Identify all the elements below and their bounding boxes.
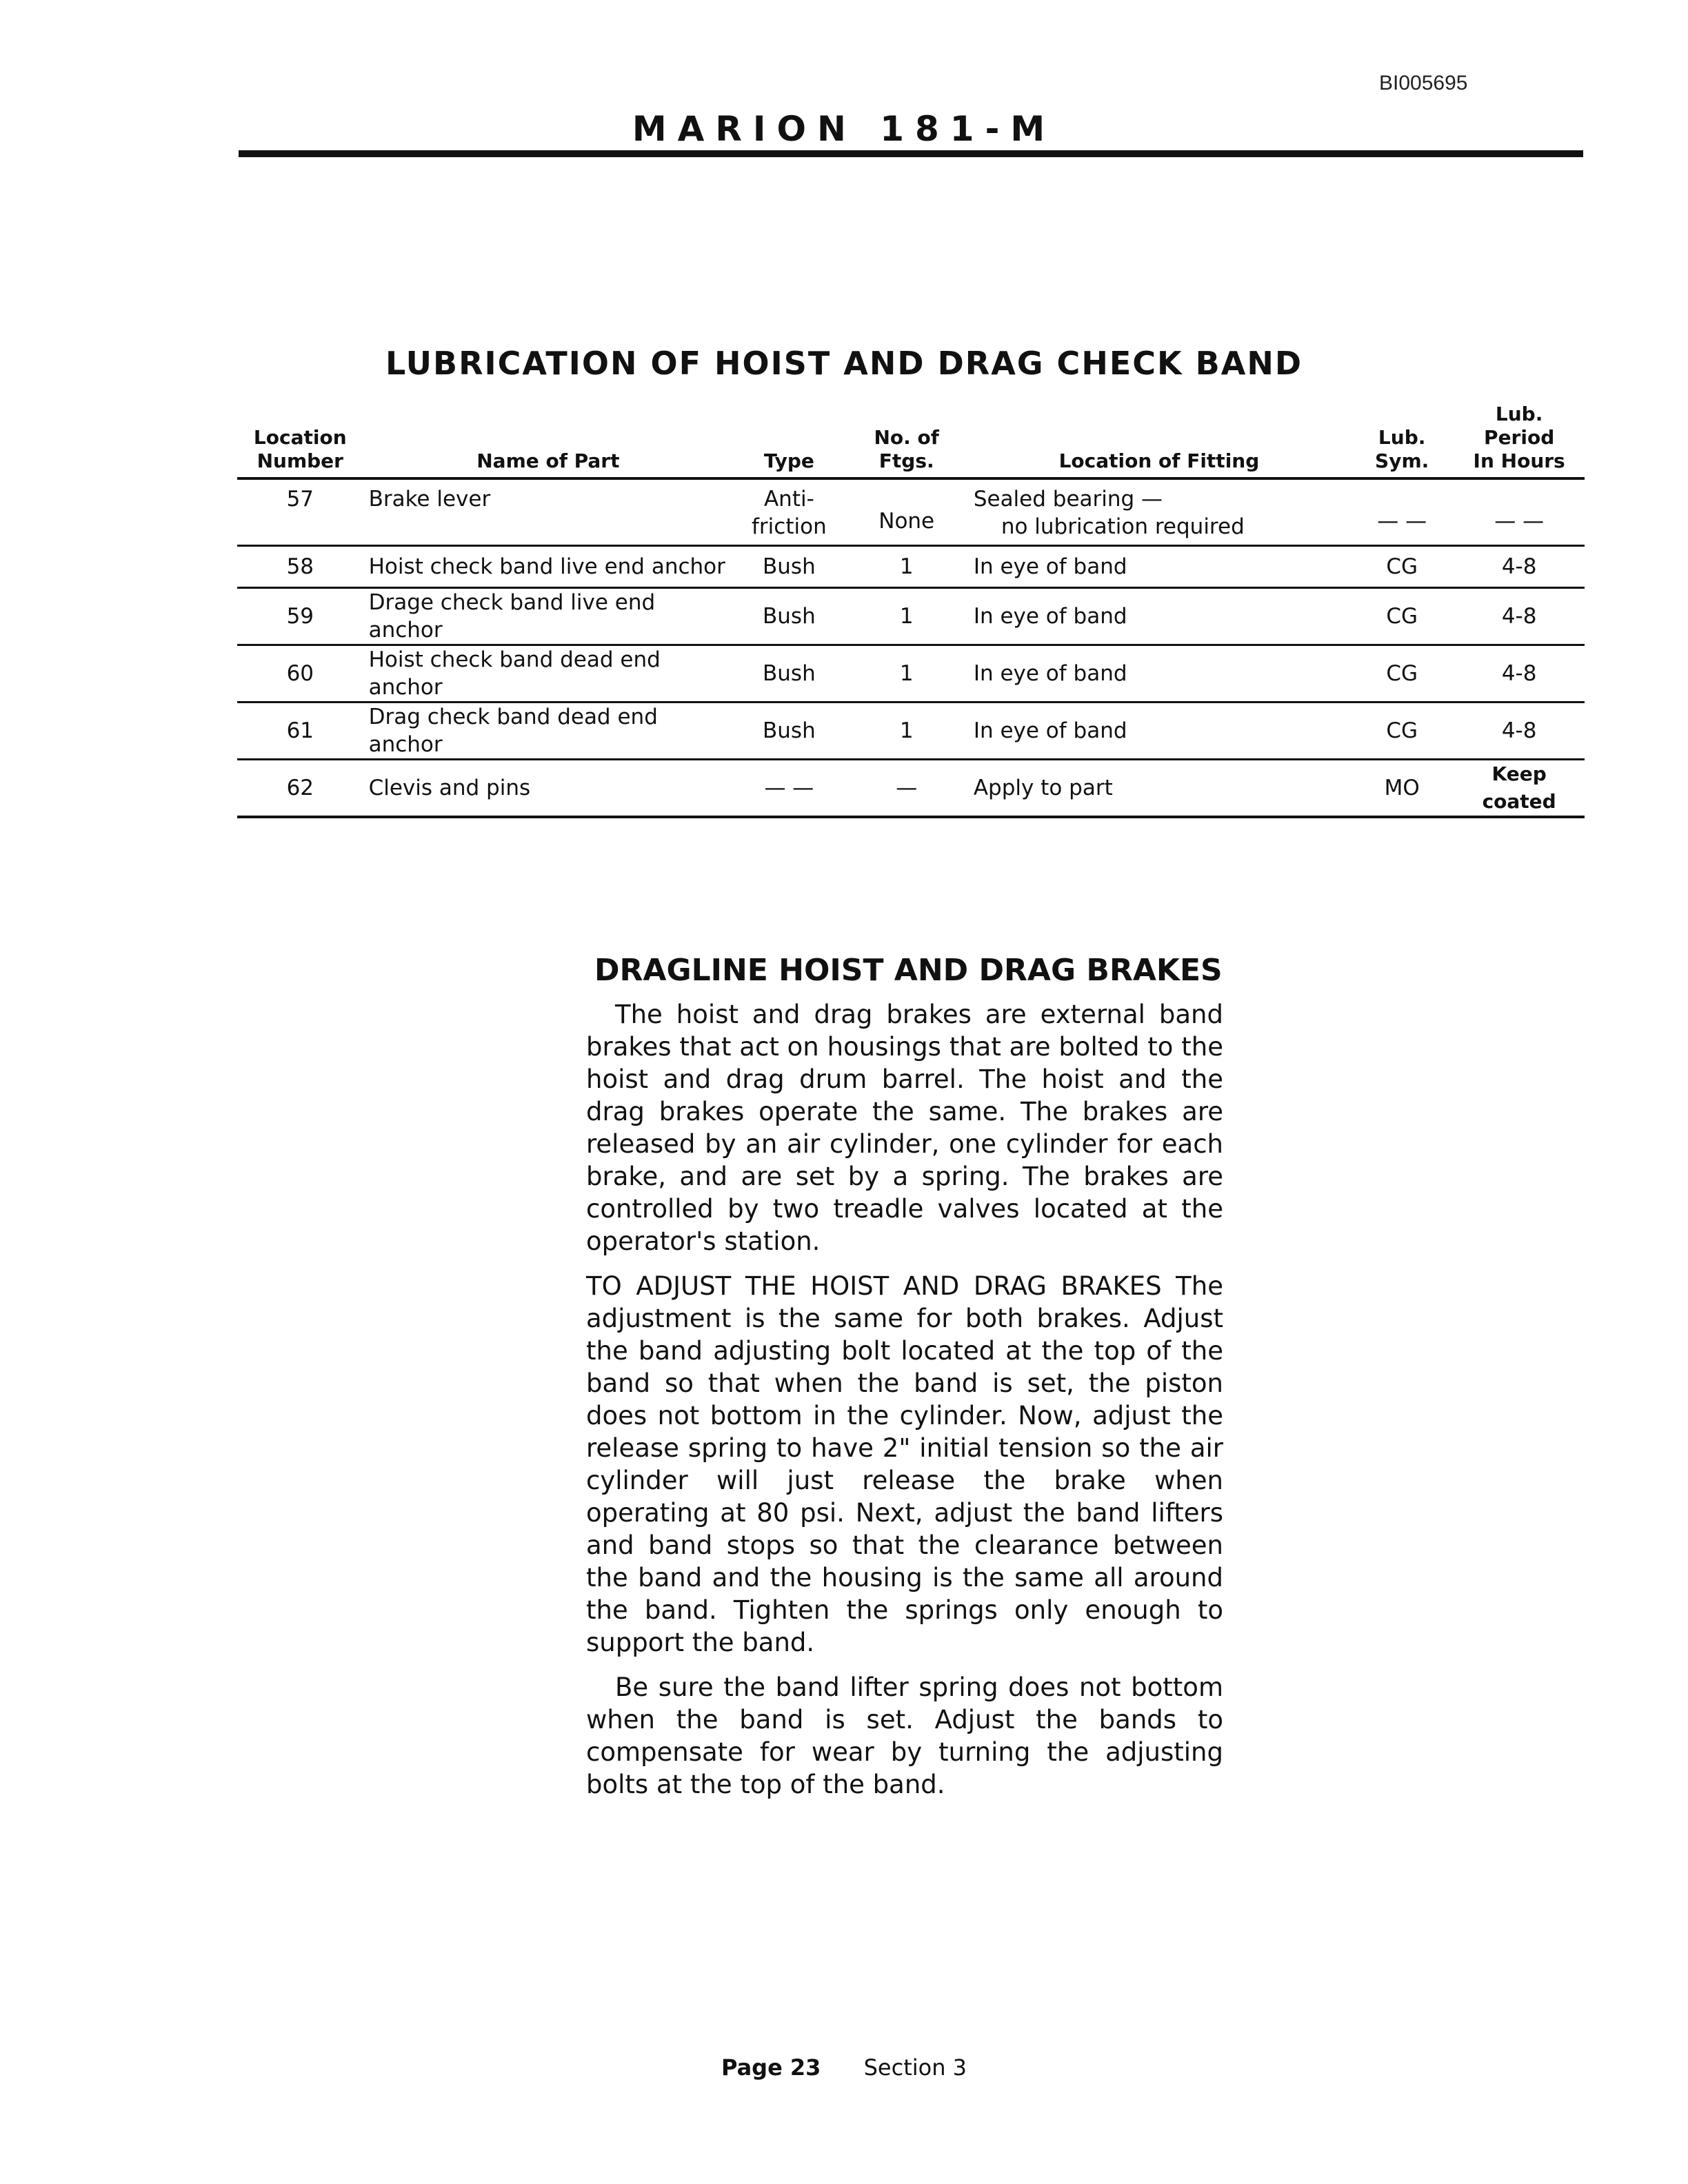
table-title: LUBRICATION OF HOIST AND DRAG CHECK BAND <box>385 345 1303 382</box>
body-paragraph: The hoist and drag brakes are external band brakes that act on housings that are bolted to the hoist and drag drum barrel. The hoist and the drag brakes operate the same. The brakes are released by an air cylinder, one cylinder for each brake, and are set by a spring. The brakes are controlled by two treadle valves located at the operator's station. <box>586 1000 1223 1256</box>
header-lub-sym: Lub. Sym. <box>1350 403 1454 478</box>
body-paragraph: Be sure the band lifter spring does not bottom when the band is set. Adjust the bands to compensate for wear by turning the adjusting bolts at the top of the band. <box>586 1672 1223 1799</box>
cell-name-of-part: Hoist check band live end anchor <box>363 546 734 588</box>
lubrication-table <box>237 403 1585 818</box>
section-label: Section 3 <box>863 2054 967 2081</box>
cell-lub-period: 4-8 <box>1454 645 1585 702</box>
cell-location-of-fitting: Apply to part <box>968 760 1350 818</box>
cell-lub-period: — — <box>1454 478 1585 546</box>
header-location-of-fitting: Location of Fitting <box>968 403 1350 478</box>
cell-location-of-fitting: In eye of band <box>968 702 1350 760</box>
cell-type: Bush <box>733 588 845 645</box>
body-paragraph: TO ADJUST THE HOIST AND DRAG BRAKES The adjustment is the same for both brakes. Adjust the band adjusting bolt located at the top of the band so that when the band is set, the piston does not bottom in the cylinder. Now, adjust the release spring to have 2" initial tension so the air cylinder will just release the brake when operating at 80 psi. Next, adjust the band lifters and band stops so that the clearance between the band and the housing is the same all around the band. Tighten the springs only enough to support the band. <box>586 1271 1223 1657</box>
title-rule <box>239 150 1583 157</box>
table-row <box>237 546 1585 588</box>
cell-no-of-fittings: 1 <box>845 546 968 588</box>
cell-no-of-fittings: 1 <box>845 588 968 645</box>
cell-type: Bush <box>733 702 845 760</box>
cell-lub-period: 4-8 <box>1454 702 1585 760</box>
cell-type: Bush <box>733 645 845 702</box>
cell-location-number: 58 <box>237 546 363 588</box>
cell-location-of-fitting: Sealed bearing — no lubrication required <box>968 478 1350 546</box>
cell-location-number: 61 <box>237 702 363 760</box>
table-row <box>237 760 1585 818</box>
section-body <box>586 998 1223 1813</box>
header-location-number: Location Number <box>237 403 363 478</box>
cell-location-number: 60 <box>237 645 363 702</box>
cell-location-number: 57 <box>237 478 363 546</box>
manual-title: MARION 181-M <box>632 109 1056 149</box>
table-row <box>237 702 1585 760</box>
cell-lub-period: Keep coated <box>1454 760 1585 818</box>
section-heading: DRAGLINE HOIST AND DRAG BRAKES <box>594 953 1223 988</box>
cell-type: — — <box>733 760 845 818</box>
page-number: Page 23 <box>721 2054 821 2081</box>
header-no-of-fittings: No. of Ftgs. <box>845 403 968 478</box>
table-row <box>237 588 1585 645</box>
cell-lub-period: 4-8 <box>1454 546 1585 588</box>
cell-type: Anti- friction <box>733 478 845 546</box>
page-footer <box>0 2054 1688 2081</box>
cell-location-number: 62 <box>237 760 363 818</box>
cell-name-of-part: Drag check band dead end anchor <box>363 702 734 760</box>
cell-no-of-fittings: 1 <box>845 645 968 702</box>
cell-lub-sym: MO <box>1350 760 1454 818</box>
header-name-of-part: Name of Part <box>363 403 734 478</box>
header-lub-period: Lub. Period In Hours <box>1454 403 1585 478</box>
cell-name-of-part: Drage check band live end anchor <box>363 588 734 645</box>
cell-type: Bush <box>733 546 845 588</box>
table-header-row <box>237 403 1585 478</box>
cell-lub-sym: — — <box>1350 478 1454 546</box>
cell-location-number: 59 <box>237 588 363 645</box>
table-row <box>237 645 1585 702</box>
header-type: Type <box>733 403 845 478</box>
cell-location-of-fitting: In eye of band <box>968 546 1350 588</box>
cell-location-of-fitting: In eye of band <box>968 645 1350 702</box>
cell-lub-period: 4-8 <box>1454 588 1585 645</box>
cell-no-of-fittings: 1 <box>845 702 968 760</box>
cell-name-of-part: Hoist check band dead end anchor <box>363 645 734 702</box>
table-row <box>237 478 1585 546</box>
cell-lub-sym: CG <box>1350 702 1454 760</box>
cell-name-of-part: Brake lever <box>363 478 734 546</box>
cell-no-of-fittings: None <box>845 478 968 546</box>
document-id: BI005695 <box>1379 72 1468 94</box>
cell-location-of-fitting: In eye of band <box>968 588 1350 645</box>
cell-lub-sym: CG <box>1350 645 1454 702</box>
cell-lub-sym: CG <box>1350 588 1454 645</box>
cell-name-of-part: Clevis and pins <box>363 760 734 818</box>
cell-lub-sym: CG <box>1350 546 1454 588</box>
cell-no-of-fittings: — <box>845 760 968 818</box>
